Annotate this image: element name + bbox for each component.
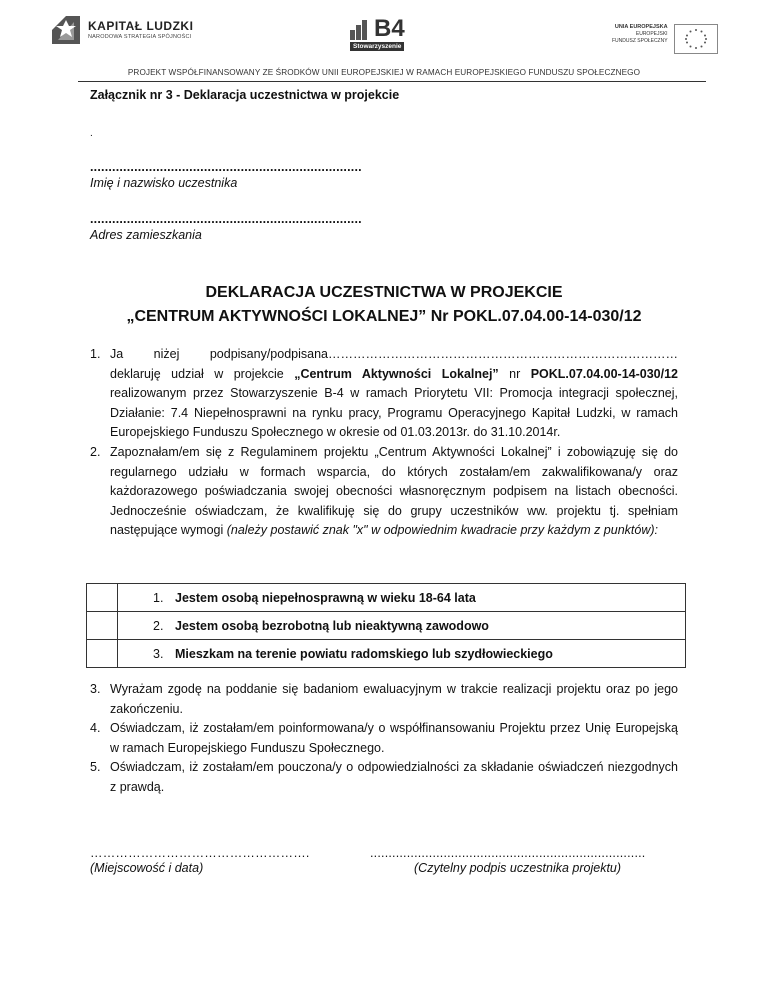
list-item xyxy=(90,345,678,443)
checkbox-option-2[interactable] xyxy=(87,612,118,640)
list-item-text: Oświadczam, iż zostałam/em pouczona/y o odpowiedzialności za składanie oświadczeń niezgodnych z prawdą. xyxy=(110,760,678,794)
eligibility-checklist xyxy=(86,583,686,668)
stray-dot: . xyxy=(90,128,93,139)
list-item-text: Ja niżej podpisany/podpisana………………………………………………………………………… deklaruję udział w projekcie „Centrum Aktywności Lokalnej” nr POKL.07.04.00-14-030/12 realizowanym przez Stowarzyszenie B-4 w ramach Priorytetu VII: Promocja integracji społecznej, Działanie: 7.4 Niepełnosprawni na rynku pracy, Programu Operacyjnego Kapitał Ludzki, w ramach Europejskiego Funduszu Społecznego w okresie od 01.03.2013r. do 31.10.2014r. xyxy=(110,347,679,440)
table-row xyxy=(87,640,686,668)
list-item xyxy=(90,680,678,719)
option-text: Jestem osobą bezrobotną lub nieaktywną zawodowo xyxy=(175,618,489,633)
address-field[interactable] xyxy=(90,212,362,242)
b4-bars-icon xyxy=(350,18,372,40)
option-text: Mieszkam na terenie powiatu radomskiego lub szydłowieckiego xyxy=(175,646,553,661)
option-text: Jestem osobą niepełnosprawną w wieku 18-64 lata xyxy=(175,590,476,605)
kapital-ludzki-name: KAPITAŁ LUDZKI xyxy=(88,18,194,33)
option-number: 1. xyxy=(153,590,164,605)
declaration-title-line2: „CENTRUM AKTYWNOŚCI LOKALNEJ” Nr POKL.07.04.00-14-030/12 xyxy=(126,308,642,325)
eu-flag-icon xyxy=(674,24,718,54)
signature-field[interactable] xyxy=(370,846,645,875)
ue-line1: UNIA EUROPEJSKA xyxy=(614,24,668,30)
place-date-dots: ……………………………………………. xyxy=(90,846,310,860)
kapital-ludzki-subtitle: NARODOWA STRATEGIA SPÓJNOŚCI xyxy=(88,33,192,40)
kapital-ludzki-logo xyxy=(50,12,193,46)
option-number: 2. xyxy=(153,618,164,633)
place-date-label: (Miejscowość i data) xyxy=(90,861,204,875)
signature-label: (Czytelny podpis uczestnika projektu) xyxy=(414,861,622,875)
ue-line2: EUROPEJSKI xyxy=(635,31,668,37)
kapital-ludzki-emblem-icon xyxy=(50,12,82,46)
participant-name-field[interactable] xyxy=(90,160,362,190)
ue-line3: FUNDUSZ SPOŁECZNY xyxy=(612,38,668,44)
b4-subtitle: Stowarzyszenie xyxy=(350,42,404,51)
list-item xyxy=(90,443,678,541)
list-item xyxy=(90,758,678,797)
list-item-number: 2. xyxy=(90,444,101,459)
address-label: Adres zamieszkania xyxy=(90,228,202,242)
list-item-text: Zapoznałam/em się z Regulaminem projektu „Centrum Aktywności Lokalnej” i zobowiązuję się do regularnego udziału w formach wsparcia, do których zostałam/em zakwalifikowana/y oraz każdorazowego poświadczania swojej obecności własnoręcznym podpisem na listach obecności. Jednocześnie oświadczam, że kwalifikuję się do grupy uczestników ww. projektu tj. spełniam następujące wymogi (należy postawić znak "x" w odpowiednim kwadracie przy każdym z punktów): xyxy=(110,444,678,538)
checkbox-option-1[interactable] xyxy=(87,584,118,612)
ue-logo xyxy=(612,24,718,54)
address-dots: .......................................................................... xyxy=(90,212,362,226)
list-item-text: Oświadczam, iż zostałam/em poinformowana/y o współfinansowaniu Projektu przez Unię Europejską w ramach Europejskiego Funduszu Społecznego. xyxy=(110,721,678,755)
list-item-number: 1. xyxy=(90,347,101,361)
participant-name-label: Imię i nazwisko uczestnika xyxy=(90,176,238,190)
project-cofinancing-line: PROJEKT WSPÓŁFINANSOWANY ZE ŚRODKÓW UNII EUROPEJSKIEJ W RAMACH EUROPEJSKIEGO FUNDUSZU SPOŁECZNEGO xyxy=(127,68,641,77)
annex-title: Załącznik nr 3 - Deklaracja uczestnictwa w projekcie xyxy=(90,88,400,102)
place-date-field[interactable] xyxy=(90,846,310,875)
document-header xyxy=(0,0,768,85)
declaration-list-bottom xyxy=(90,680,678,798)
option-number: 3. xyxy=(153,646,164,661)
list-item-number: 5. xyxy=(90,760,101,775)
signature-dots: ........................................................................... xyxy=(370,846,646,860)
table-row xyxy=(87,612,686,640)
declaration-title-line1: DEKLARACJA UCZESTNICTWA W PROJEKCIE xyxy=(205,284,563,301)
list-item xyxy=(90,719,678,758)
participant-name-dots: .......................................................................... xyxy=(90,160,362,174)
list-item-text: Wyrażam zgodę na poddanie się badaniom ewaluacyjnym w trakcie realizacji projektu oraz po jego zakończeniu. xyxy=(110,682,678,716)
list-item-number: 3. xyxy=(90,682,101,696)
list-item-number: 4. xyxy=(90,721,101,736)
declaration-list-top xyxy=(90,345,678,541)
b4-logo xyxy=(350,15,405,51)
table-row xyxy=(87,584,686,612)
b4-name: B4 xyxy=(374,15,405,42)
checkbox-option-3[interactable] xyxy=(87,640,118,668)
header-divider xyxy=(78,81,706,82)
